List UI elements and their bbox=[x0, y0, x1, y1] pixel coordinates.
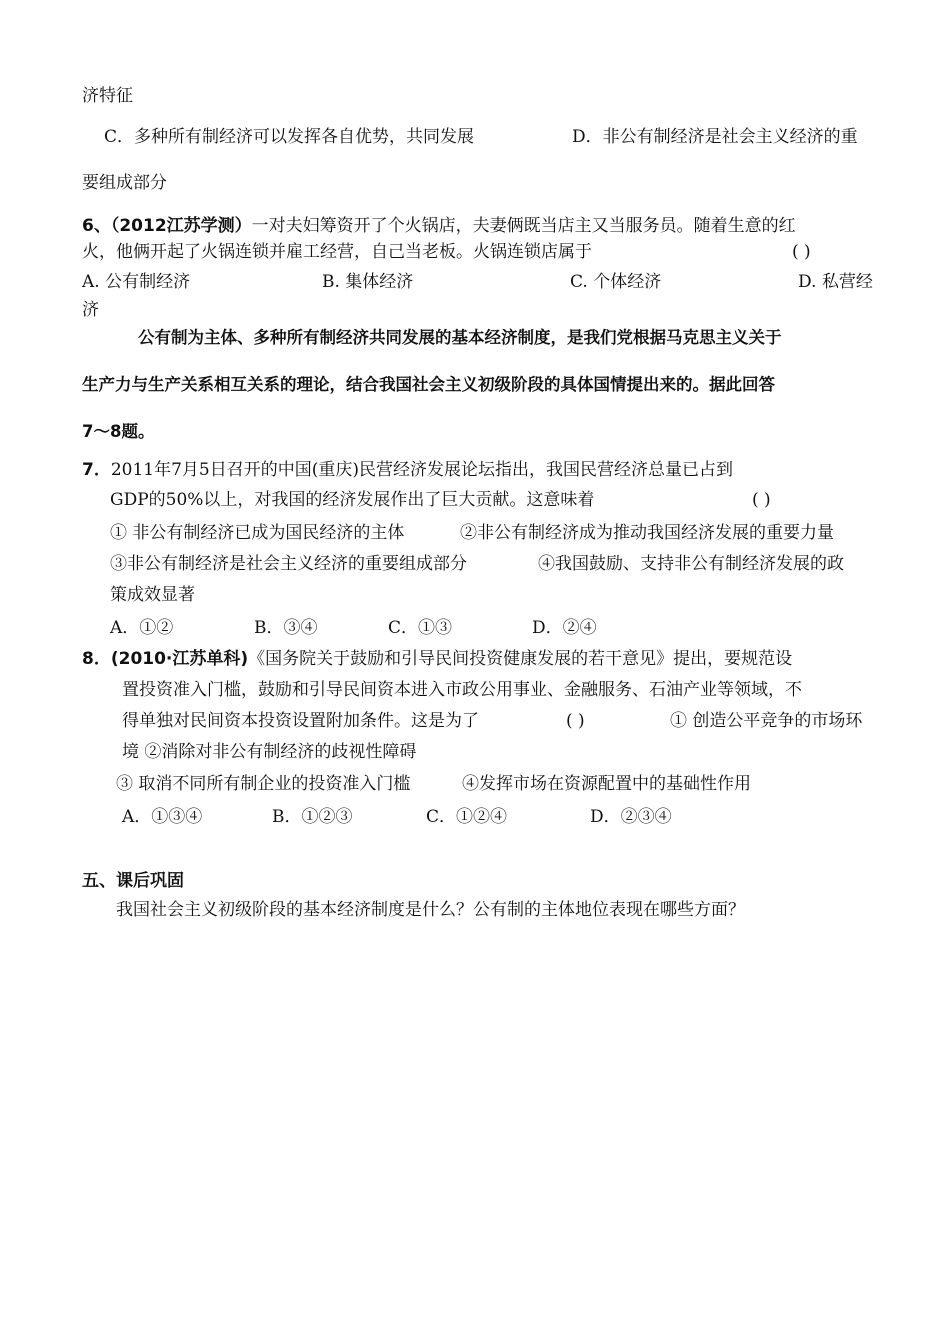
section-5-question: 我国社会主义初级阶段的基本经济制度是什么？公有制的主体地位表现在哪些方面？ bbox=[116, 900, 745, 920]
q7-option-c: C．①③ bbox=[388, 618, 453, 638]
q7-number: 7． bbox=[82, 460, 111, 480]
q8-text-2: 置投资准入门槛，鼓励和引导民间资本进入市政公用事业、金融服务、石油产业等领域，不 bbox=[122, 680, 802, 700]
q6-text-2: 火，他俩开起了火锅连锁并雇工经营，自己当老板。火锅连锁店属于 bbox=[82, 242, 592, 262]
q6-line-1 bbox=[82, 214, 796, 238]
q8-text-1: 《国务院关于鼓励和引导民间投资健康发展的若干意见》提出，要规范设 bbox=[248, 649, 793, 669]
q8-option-c: C．①②④ bbox=[426, 807, 508, 827]
q6-answer-paren: ( ) bbox=[792, 242, 811, 262]
q8-source: (2010·江苏单科) bbox=[110, 649, 249, 669]
q7-text-2: GDP的50%以上，对我国的经济发展作出了巨大贡献。这意味着 bbox=[110, 490, 595, 510]
q7-statement-3: ③非公有制经济是社会主义经济的重要组成部分 bbox=[110, 554, 467, 574]
q8-line-1 bbox=[82, 647, 792, 671]
material-line-3: 7～8题。 bbox=[82, 422, 155, 441]
q6-option-d: D. 私营经 bbox=[798, 272, 873, 292]
q8-option-d: D．②③④ bbox=[590, 807, 672, 827]
q8-option-b: B．①②③ bbox=[272, 807, 353, 827]
q7-answer-paren: ( ) bbox=[752, 490, 771, 510]
q7-statement-4-wrap: 策成效显著 bbox=[110, 585, 195, 605]
q7-statement-2: ②非公有制经济成为推动我国经济发展的重要力量 bbox=[460, 523, 834, 543]
q6-option-c: C. 个体经济 bbox=[570, 272, 662, 292]
q6-option-b: B. 集体经济 bbox=[322, 272, 414, 292]
q8-text-3a: 得单独对民间资本投资设置附加条件。这是为了 bbox=[122, 711, 479, 731]
prev-option-c: C．多种所有制经济可以发挥各自优势，共同发展 bbox=[104, 127, 475, 147]
material-line-1: 公有制为主体、多种所有制经济共同发展的基本经济制度，是我们党根据马克思主义关于 bbox=[138, 328, 782, 347]
q8-text-4: 境 ②消除对非公有制经济的歧视性障碍 bbox=[122, 742, 417, 762]
prev-option-d: D．非公有制经济是社会主义经济的重 bbox=[572, 127, 858, 147]
q6-option-a: A. 公有制经济 bbox=[82, 272, 191, 292]
section-5-title: 五、课后巩固 bbox=[82, 871, 184, 891]
q6-text-1: 一对夫妇筹资开了个火锅店，夫妻俩既当店主又当服务员。随着生意的红 bbox=[251, 216, 796, 236]
q7-line-1 bbox=[82, 458, 733, 482]
q7-option-b: B．③④ bbox=[254, 618, 318, 638]
material-line-2: 生产力与生产关系相互关系的理论，结合我国社会主义初级阶段的具体国情提出来的。据此回答 bbox=[82, 375, 775, 394]
q8-statement-4: ④发挥市场在资源配置中的基础性作用 bbox=[462, 774, 751, 794]
q8-answer-paren: ( ) bbox=[566, 711, 585, 731]
q8-text-3b: ① 创造公平竞争的市场环 bbox=[670, 711, 863, 731]
q8-statement-3: ③ 取消不同所有制企业的投资准入门槛 bbox=[116, 774, 411, 794]
q7-option-a: A．①② bbox=[110, 618, 174, 638]
q6-number: 6、 bbox=[82, 216, 111, 236]
q8-option-a: A．①③④ bbox=[122, 807, 203, 827]
q7-option-d: D．②④ bbox=[532, 618, 597, 638]
q6-source: （2012江苏学测） bbox=[110, 216, 252, 236]
prev-line-1: 济特征 bbox=[82, 86, 133, 106]
prev-line-3: 要组成部分 bbox=[82, 173, 167, 193]
q7-statement-1: ① 非公有制经济已成为国民经济的主体 bbox=[110, 523, 405, 543]
q8-number: 8． bbox=[82, 649, 111, 669]
q7-statement-4: ④我国鼓励、支持非公有制经济发展的政 bbox=[538, 554, 844, 574]
q7-text-1: 2011年7月5日召开的中国(重庆)民营经济发展论坛指出，我国民营经济总量已占到 bbox=[110, 460, 734, 480]
q6-option-d-wrap: 济 bbox=[82, 300, 99, 320]
